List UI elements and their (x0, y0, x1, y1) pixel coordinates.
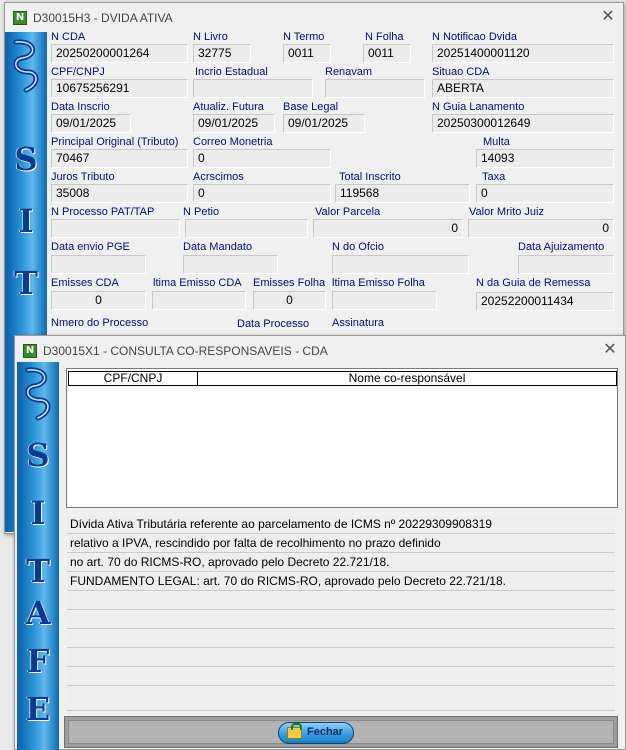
n-guia-remessa-label: N da Guia de Remessa (476, 277, 591, 289)
n-folha-label: N Folha (365, 31, 404, 43)
renavam-label: Renavam (325, 66, 373, 78)
divida-ativa-titlebar[interactable] (5, 3, 623, 33)
numero-processo-label: Nmero do Processo (51, 317, 149, 329)
emissoes-cda-field[interactable]: 0 (51, 291, 146, 310)
fechar-button[interactable] (278, 722, 354, 744)
ultima-emissao-cda-label: ltima Emisso CDA (153, 277, 242, 289)
n-folha-field[interactable]: 0011 (363, 44, 411, 63)
swirl-logo-icon (8, 36, 44, 96)
observation-line (67, 697, 615, 711)
base-legal-field[interactable]: 09/01/2025 (283, 114, 365, 133)
cpf-cnpj-field[interactable]: 10675256291 (51, 79, 188, 98)
logo-letter: E (25, 690, 51, 728)
logo-letter: T (14, 264, 38, 302)
logo-letter: S (14, 140, 38, 178)
inscricao-estadual-label: Incrio Estadual (195, 66, 268, 78)
n-cda-label: N CDA (51, 31, 86, 43)
base-legal-label: Base Legal (283, 101, 339, 113)
app-icon: N (13, 11, 27, 25)
door-exit-icon (287, 727, 302, 739)
close-icon[interactable]: ✕ (603, 341, 617, 358)
valor-merito-juiz-field[interactable]: 0 (468, 219, 614, 238)
emissoes-folha-field[interactable]: 0 (253, 291, 326, 310)
close-icon[interactable]: ✕ (601, 8, 615, 25)
situacao-cda-field[interactable]: ABERTA (432, 79, 614, 98)
data-ajuizamento-label: Data Ajuizamento (518, 241, 605, 253)
window-title: D30015H3 - DVIDA ATIVA (33, 11, 173, 25)
ultima-emissao-folha-label: ltima Emisso Folha (332, 277, 425, 289)
principal-original-field[interactable]: 70467 (51, 149, 188, 168)
ultima-emissao-cda-field[interactable] (152, 291, 246, 310)
logo-letter: F (26, 642, 50, 680)
n-guia-lancamento-field[interactable]: 20250300012649 (432, 114, 614, 133)
correcao-monetaria-label: Correo Monetria (193, 136, 273, 148)
n-termo-field[interactable]: 0011 (283, 44, 331, 63)
logo-letter: I (30, 494, 46, 532)
juros-tributo-field[interactable]: 35008 (51, 184, 188, 203)
n-livro-field[interactable]: 32775 (193, 44, 251, 63)
emissoes-cda-label: Emisses CDA (51, 277, 119, 289)
n-livro-label: N Livro (193, 31, 228, 43)
valor-merito-juiz-label: Valor Mrito Juiz (469, 206, 544, 218)
observation-line: no art. 70 do RICMS-RO, aprovado pelo Decreto 22.721/18. (67, 554, 615, 572)
total-inscrito-label: Total Inscrito (339, 171, 401, 183)
acrescimos-label: Acrscimos (193, 171, 244, 183)
valor-parcela-label: Valor Parcela (315, 206, 381, 218)
assinatura-label: Assinatura (332, 317, 384, 329)
n-notificacao-label: N Notificao Dvida (432, 31, 517, 43)
data-mandato-field[interactable] (183, 255, 278, 274)
cpf-cnpj-label: CPF/CNPJ (51, 66, 105, 78)
data-envio-pge-label: Data envio PGE (51, 241, 130, 253)
n-cda-field[interactable]: 20250200001264 (51, 44, 188, 63)
observation-line (67, 668, 615, 686)
data-inscricao-label: Data Inscrio (51, 101, 110, 113)
correcao-monetaria-field[interactable]: 0 (193, 149, 331, 168)
n-notificacao-field[interactable]: 20251400001120 (432, 44, 614, 63)
atualiz-futura-label: Atualiz. Futura (193, 101, 264, 113)
observation-line: Dívida Ativa Tributária referente ao parcelamento de ICMS nº 20229309908319 (67, 516, 615, 534)
co-responsaveis-titlebar[interactable] (15, 336, 625, 366)
observation-line (67, 649, 615, 667)
taxa-field[interactable]: 0 (476, 184, 614, 203)
n-oficio-label: N do Ofcio (332, 241, 384, 253)
column-header-nome[interactable]: Nome co-responsável (197, 371, 617, 386)
logo-letter: S (26, 436, 50, 474)
valor-parcela-field[interactable]: 0 (313, 219, 463, 238)
app-icon: N (23, 344, 37, 358)
observation-line: FUNDAMENTO LEGAL: art. 70 do RICMS-RO, aprovado pelo Decreto 22.721/18. (67, 573, 615, 591)
ultima-emissao-folha-field[interactable] (332, 291, 437, 310)
observation-line (67, 630, 615, 648)
n-peticao-field[interactable] (185, 219, 308, 238)
fechar-label: Fechar (307, 726, 344, 738)
atualiz-futura-field[interactable]: 09/01/2025 (193, 114, 275, 133)
n-processo-pat-field[interactable] (51, 219, 180, 238)
emissoes-folha-label: Emisses Folha (253, 277, 326, 289)
sitafe-logo-front (17, 362, 59, 750)
n-oficio-field[interactable] (332, 255, 469, 274)
n-processo-pat-label: N Processo PAT/TAP (51, 206, 155, 218)
taxa-label: Taxa (482, 171, 506, 183)
acrescimos-field[interactable]: 0 (193, 184, 331, 203)
data-ajuizamento-field[interactable] (518, 255, 614, 274)
n-termo-label: N Termo (283, 31, 325, 43)
multa-label: Multa (483, 136, 510, 148)
principal-original-label: Principal Original (Tributo) (51, 136, 179, 148)
logo-letter: I (18, 202, 34, 240)
observation-line (67, 611, 615, 629)
observation-line: relativo a IPVA, rescindido por falta de recolhimento no prazo definido (67, 535, 615, 553)
situacao-cda-label: Situao CDA (432, 66, 490, 78)
window-title: D30015X1 - CONSULTA CO-RESPONSAVEIS - CDA (43, 344, 328, 358)
data-envio-pge-field[interactable] (51, 255, 146, 274)
data-inscricao-field[interactable]: 09/01/2025 (51, 114, 131, 133)
co-responsaveis-table[interactable] (66, 368, 618, 508)
data-processo-label: Data Processo (237, 318, 310, 330)
logo-letter: T (26, 552, 50, 590)
juros-tributo-label: Juros Tributo (51, 171, 115, 183)
n-peticao-label: N Petio (183, 206, 220, 218)
column-header-cpf-cnpj[interactable]: CPF/CNPJ (68, 371, 198, 386)
n-guia-remessa-field[interactable]: 20252200011434 (476, 292, 614, 311)
total-inscrito-field[interactable]: 119568 (335, 184, 470, 203)
renavam-field[interactable] (325, 79, 425, 98)
observation-line (67, 592, 615, 610)
inscricao-estadual-field[interactable] (193, 79, 313, 98)
data-mandato-label: Data Mandato (183, 241, 253, 253)
n-guia-lancamento-label: N Guia Lanamento (432, 101, 525, 113)
multa-field[interactable]: 14093 (476, 149, 614, 168)
logo-letter: A (25, 594, 51, 632)
swirl-logo-icon (20, 364, 56, 424)
